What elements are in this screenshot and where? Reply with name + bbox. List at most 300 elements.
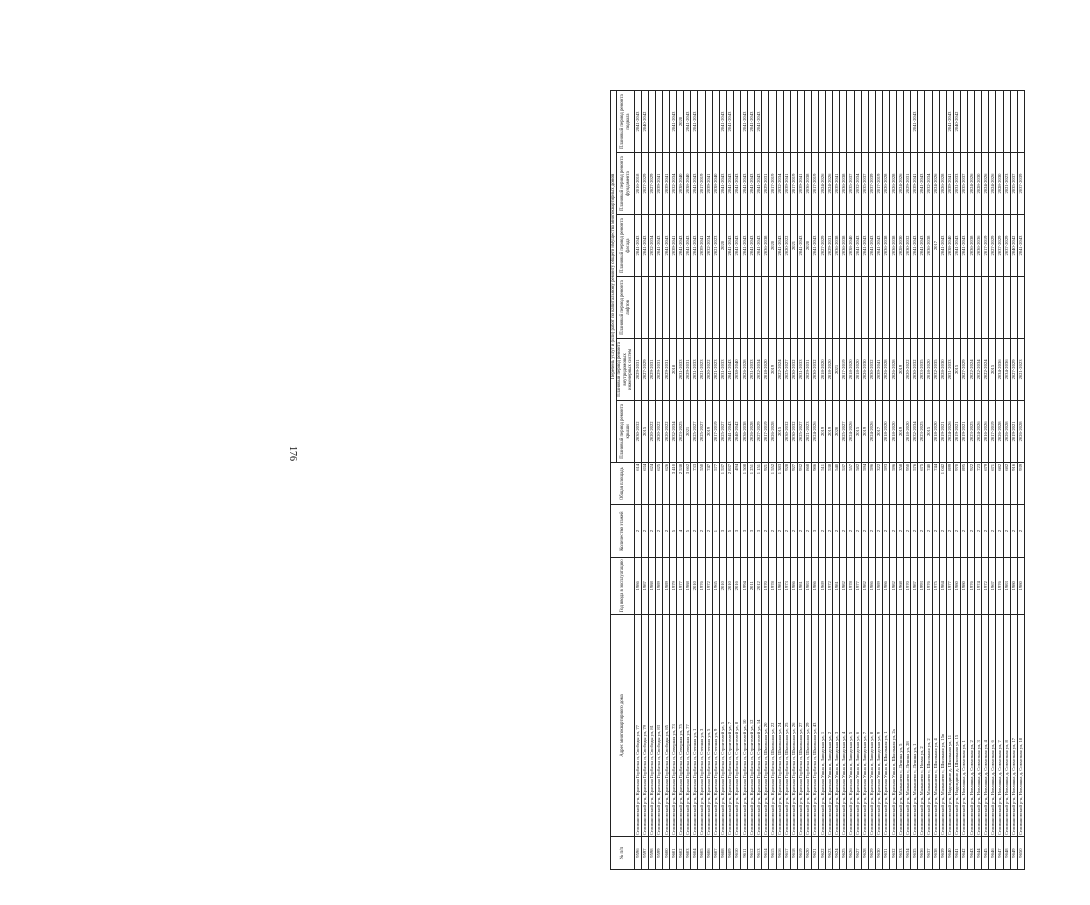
cell-no: 9612 [748, 837, 755, 870]
cell-systems: 2027-2029 [641, 338, 648, 400]
table-row [989, 91, 996, 870]
cell-address: Селивановский р-н, Малышево с, Новая ул, 2 [918, 614, 925, 836]
cell-foundation: 2038-2040 [712, 153, 719, 215]
cell-elevators [911, 277, 918, 339]
cell-foundation: 2029-2031 [762, 153, 769, 215]
cell-floors: 2 [911, 505, 918, 557]
cell-facade: 2041-2043 [797, 215, 804, 277]
table-row [741, 91, 748, 870]
cell-area: 494 [733, 462, 740, 505]
header-foundation: Плановый период ремонта фундамента [617, 153, 634, 215]
cell-year: 2010 [726, 557, 733, 614]
cell-basement: 2020 [677, 91, 684, 153]
cell-year: 1965 [712, 557, 719, 614]
cell-elevators [833, 277, 840, 339]
cell-address: Селивановский р-н, Новлянка д, Совхозная ул, 7 [996, 614, 1003, 836]
cell-year: 1979 [670, 557, 677, 614]
cell-foundation: 2038-2040 [684, 153, 691, 215]
table-row [670, 91, 677, 870]
cell-basement: 2041-2043 [634, 91, 641, 153]
cell-floors: 2 [946, 505, 953, 557]
cell-foundation: 2041-2043 [741, 153, 748, 215]
cell-foundation: 2041-2043 [733, 153, 740, 215]
cell-elevators [712, 277, 719, 339]
cell-floors: 2 [897, 505, 904, 557]
header-no: № п/п [611, 837, 635, 870]
cell-basement: 2041-2043 [946, 91, 953, 153]
table-row [755, 91, 762, 870]
cell-systems: 2031-2033 [797, 338, 804, 400]
cell-systems: 2033-2035 [918, 338, 925, 400]
cell-area: 921 [762, 462, 769, 505]
cell-area: 928 [783, 462, 790, 505]
cell-area: 322 [875, 462, 882, 505]
cell-basement [712, 91, 719, 153]
table-row [719, 91, 726, 870]
cell-year: 1976 [996, 557, 1003, 614]
cell-basement [904, 91, 911, 153]
cell-address: Селивановский р-н, Новлянка д, Совхозная ул, 8 [1003, 614, 1010, 836]
cell-address: Селивановский р-н, Красная Горбатка п, Строителей ул, 12 [748, 614, 755, 836]
cell-address: Селивановский р-н, Красная Горбатка п, Школьная ул, 26 [790, 614, 797, 836]
cell-area: 550 [698, 462, 705, 505]
cell-year: 1989 [663, 557, 670, 614]
cell-systems: 2021-2023 [712, 338, 719, 400]
cell-facade: 2028-2030 [897, 215, 904, 277]
cell-systems: 2031-2033 [719, 338, 726, 400]
table-row [982, 91, 989, 870]
cell-systems: 2018-2020 [925, 338, 932, 400]
cell-no: 9643 [968, 837, 975, 870]
cell-foundation: 2017-2019 [769, 153, 776, 215]
cell-roof: 2019 [897, 400, 904, 462]
table-row [946, 91, 953, 870]
cell-basement: 2041-2043 [691, 91, 698, 153]
cell-foundation: 2021-2023 [1003, 153, 1010, 215]
cell-roof: 2026-2028 [748, 400, 755, 462]
table-row [634, 91, 641, 870]
cell-systems: 2030-2032 [811, 338, 818, 400]
table-row [868, 91, 875, 870]
cell-facade: 2030-2032 [904, 215, 911, 277]
cell-basement [968, 91, 975, 153]
cell-no: 9629 [868, 837, 875, 870]
cell-facade: 2041-2043 [726, 215, 733, 277]
cell-systems: 2031-2033 [691, 338, 698, 400]
cell-systems: 2018-2020 [819, 338, 826, 400]
cell-facade: 2041-2043 [939, 215, 946, 277]
cell-area: 624 [648, 462, 655, 505]
cell-foundation: 2041-2043 [748, 153, 755, 215]
cell-floors: 2 [882, 505, 889, 557]
cell-address: Селивановский р-н, Красная Горбатка п, Школьная ул, 20 [762, 614, 769, 836]
cell-year: 1988 [684, 557, 691, 614]
cell-systems: 2034-2036 [996, 338, 1003, 400]
cell-roof: 2015 [641, 400, 648, 462]
cell-address: Селивановский р-н, Красная Горбатка п, Свободы ул, 77 [634, 614, 641, 836]
cell-foundation: 2037-2039 [868, 153, 875, 215]
cell-systems: 2021 [833, 338, 840, 400]
cell-basement: 2041-2043 [719, 91, 726, 153]
cell-area: 1 383 [776, 462, 783, 505]
cell-no: 9598 [648, 837, 655, 870]
cell-elevators [648, 277, 655, 339]
cell-no: 9603 [684, 837, 691, 870]
cell-facade: 2041-2043 [1017, 215, 1024, 277]
cell-systems: 2030-2032 [911, 338, 918, 400]
cell-no: 9637 [925, 837, 932, 870]
cell-no: 9618 [790, 837, 797, 870]
cell-facade: 2041-2043 [741, 215, 748, 277]
cell-area: 916 [1010, 462, 1017, 505]
cell-address: Селивановский р-н, Малышево с, Ленина ул, 28 [904, 614, 911, 836]
cell-basement [663, 91, 670, 153]
cell-elevators [826, 277, 833, 339]
cell-no: 9625 [840, 837, 847, 870]
cell-facade: 2021 [790, 215, 797, 277]
cell-elevators [719, 277, 726, 339]
cell-year: 1968 [897, 557, 904, 614]
cell-facade: 2036-2036 [975, 215, 982, 277]
cell-year: 1984 [939, 557, 946, 614]
cell-no: 9646 [989, 837, 996, 870]
cell-elevators [811, 277, 818, 339]
cell-elevators [989, 277, 996, 339]
cell-floors: 1 [712, 505, 719, 557]
cell-foundation: 2028-2030 [975, 153, 982, 215]
cell-no: 9624 [833, 837, 840, 870]
cell-elevators [776, 277, 783, 339]
table-row [698, 91, 705, 870]
cell-year: 1986 [868, 557, 875, 614]
cell-area: 723 [975, 462, 982, 505]
cell-address: Селивановский р-н, Малышево с, Школьная ул, 2 [925, 614, 932, 836]
table-row [975, 91, 982, 870]
cell-area: 740 [925, 462, 932, 505]
cell-no: 9623 [826, 837, 833, 870]
cell-year: 1980 [1017, 557, 1024, 614]
cell-foundation: 2024-2026 [826, 153, 833, 215]
cell-facade: 2017-2019 [982, 215, 989, 277]
cell-elevators [875, 277, 882, 339]
cell-basement [890, 91, 897, 153]
cell-basement [769, 91, 776, 153]
table-row [776, 91, 783, 870]
cell-basement [648, 91, 655, 153]
cell-foundation: 2041-2043 [755, 153, 762, 215]
cell-roof: 2025-2027 [797, 400, 804, 462]
table-row [1003, 91, 1010, 870]
cell-facade: 2041-2043 [953, 215, 960, 277]
cell-facade: 2032-2034 [648, 215, 655, 277]
cell-year: 1994 [741, 557, 748, 614]
cell-facade: 2036-2038 [925, 215, 932, 277]
cell-facade: 2036-2038 [833, 215, 840, 277]
cell-systems: 2034-2036 [1003, 338, 1010, 400]
cell-no: 9615 [769, 837, 776, 870]
table-row [733, 91, 740, 870]
cell-systems: 2017-2019 [840, 338, 847, 400]
cell-elevators [797, 277, 804, 339]
cell-foundation: 2017-2019 [698, 153, 705, 215]
cell-floors: 2 [705, 505, 712, 557]
cell-floors: 2 [982, 505, 989, 557]
cell-basement [847, 91, 854, 153]
table-row [875, 91, 882, 870]
cell-facade: 2041-2043 [655, 215, 662, 277]
cell-facade: 2037-2029 [996, 215, 1003, 277]
cell-systems: 2038-2040 [733, 338, 740, 400]
cell-roof: 2030-2032 [634, 400, 641, 462]
cell-roof: 2019 [819, 400, 826, 462]
cell-roof: 2027-2029 [755, 400, 762, 462]
cell-elevators [996, 277, 1003, 339]
cell-facade: 2041-2043 [677, 215, 684, 277]
cell-systems: 2027-2029 [960, 338, 967, 400]
cell-elevators [804, 277, 811, 339]
page-number: 176 [287, 446, 298, 461]
cell-area: 614 [634, 462, 641, 505]
cell-area: 679 [982, 462, 989, 505]
cell-foundation: 2032-2034 [670, 153, 677, 215]
cell-no: 9600 [663, 837, 670, 870]
cell-address: Селивановский р-н, Красная Горбатка п, Свободы ул, 85 [663, 614, 670, 836]
cell-roof: 2015 [776, 400, 783, 462]
cell-year: 1977 [854, 557, 861, 614]
cell-area: 733 [691, 462, 698, 505]
cell-systems: 2022-2024 [982, 338, 989, 400]
cell-facade: 2036-2038 [840, 215, 847, 277]
cell-address: Селивановский р-н, Новлянка д, Совхозная ул, 4 [982, 614, 989, 836]
cell-foundation: 2035-2037 [960, 153, 967, 215]
cell-facade: 2041-2043 [875, 215, 882, 277]
cell-no: 9607 [712, 837, 719, 870]
table-row [854, 91, 861, 870]
cell-basement: 2040-2042 [641, 91, 648, 153]
cell-address: Селивановский р-н, Малышево с, Школьная ул, 15в [939, 614, 946, 836]
cell-floors: 2 [840, 505, 847, 557]
cell-foundation: 2035-2037 [1010, 153, 1017, 215]
cell-elevators [783, 277, 790, 339]
cell-floors: 2 [790, 505, 797, 557]
cell-facade: 2041-2043 [641, 215, 648, 277]
cell-address: Селивановский р-н, Красная Ушна п, Заводская ул, 8 [868, 614, 875, 836]
cell-year: 1982 [861, 557, 868, 614]
cell-no: 9596 [634, 837, 641, 870]
cell-elevators [762, 277, 769, 339]
cell-area: 634 [641, 462, 648, 505]
cell-systems: 2029-2031 [684, 338, 691, 400]
cell-basement [698, 91, 705, 153]
cell-foundation: 2041-2043 [691, 153, 698, 215]
cell-systems: 2018-2020 [762, 338, 769, 400]
table-row [918, 91, 925, 870]
cell-area: 1 151 [755, 462, 762, 505]
cell-floors: 2 [1017, 505, 1024, 557]
cell-address: Селивановский р-н, Красная Горбатка п, Школьная ул, 29 [804, 614, 811, 836]
cell-floors: 2 [783, 505, 790, 557]
table-row [847, 91, 854, 870]
cell-area: 537 [840, 462, 847, 505]
cell-year: 1986 [811, 557, 818, 614]
cell-systems: 2015 [953, 338, 960, 400]
cell-no: 9606 [705, 837, 712, 870]
cell-basement [833, 91, 840, 153]
table-row [748, 91, 755, 870]
cell-floors: 5 [670, 505, 677, 557]
cell-address: Селивановский р-н, Красная Горбатка п, Строителей ул, 5 [719, 614, 726, 836]
cell-foundation: 2024-2026 [897, 153, 904, 215]
cell-elevators [890, 277, 897, 339]
cell-systems: 2028-2030 [939, 338, 946, 400]
table-row [932, 91, 939, 870]
cell-area: 675 [918, 462, 925, 505]
cell-basement [975, 91, 982, 153]
cell-address: Селивановский р-н, Красная Ушна п, Заводская ул, 7 [861, 614, 868, 836]
table-row [769, 91, 776, 870]
cell-address: Селивановский р-н, Красная Горбатка п, Степная ул, 1 [691, 614, 698, 836]
cell-area: 895 [960, 462, 967, 505]
cell-address: Селивановский р-н, Красная Горбатка п, Свободы ул, 81 [648, 614, 655, 836]
cell-address: Селивановский р-н, Красная Горбатка п, Северная ул, 75 [677, 614, 684, 836]
cell-systems: 2026-2028 [741, 338, 748, 400]
cell-facade: 2041-2043 [868, 215, 875, 277]
cell-basement [762, 91, 769, 153]
cell-no: 9649 [1010, 837, 1017, 870]
cell-foundation: 2024-2026 [989, 153, 996, 215]
cell-facade: 2029-2031 [826, 215, 833, 277]
cell-floors: 2 [904, 505, 911, 557]
cell-area: 3 662 [684, 462, 691, 505]
cell-address: Селивановский р-н, Красная Горбатка п, Строителей ул, 8 [733, 614, 740, 836]
cell-address: Селивановский р-н, Новлянка д, Совхозная ул, 6 [989, 614, 996, 836]
cell-floors: 2 [1003, 505, 1010, 557]
cell-address: Селивановский р-н, Красная Горбатка п, Степная ул, 5 [705, 614, 712, 836]
cell-elevators [677, 277, 684, 339]
cell-systems: 2018 [670, 338, 677, 400]
cell-area: 747 [705, 462, 712, 505]
cell-elevators [726, 277, 733, 339]
cell-year: 1975 [932, 557, 939, 614]
cell-basement [811, 91, 818, 153]
cell-facade: 2041-2043 [911, 215, 918, 277]
cell-facade: 2027-2029 [989, 215, 996, 277]
cell-no: 9645 [982, 837, 989, 870]
cell-basement: 2040-2042 [953, 91, 960, 153]
cell-no: 9636 [918, 837, 925, 870]
cell-basement [733, 91, 740, 153]
table-row [897, 91, 904, 870]
cell-no: 9628 [861, 837, 868, 870]
cell-year: 1986 [882, 557, 889, 614]
cell-systems: 2018-2020 [854, 338, 861, 400]
cell-basement [790, 91, 797, 153]
table-row [861, 91, 868, 870]
cell-systems: 2031-2033 [748, 338, 755, 400]
cell-year: 1972 [705, 557, 712, 614]
cell-no: 9609 [726, 837, 733, 870]
cell-foundation: 2027-2029 [641, 153, 648, 215]
cell-facade: 2041-2043 [691, 215, 698, 277]
cell-year: 1987 [911, 557, 918, 614]
cell-roof: 2017-2019 [712, 400, 719, 462]
cell-roof: 2019-2021 [939, 400, 946, 462]
cell-address: Селивановский р-н, Надеждино д, Школьная ул, 11 [946, 614, 953, 836]
cell-elevators [882, 277, 889, 339]
table-row [811, 91, 818, 870]
cell-foundation: 2039-2041 [783, 153, 790, 215]
cell-address: Селивановский р-н, Красная Горбатка п, Строителей ул, 7 [726, 614, 733, 836]
cell-floors: 2 [968, 505, 975, 557]
cell-roof: 2020-2022 [655, 400, 662, 462]
cell-address: Селивановский р-н, Красная Горбатка п, Школьная ул, 22 [769, 614, 776, 836]
cell-elevators [741, 277, 748, 339]
cell-elevators [670, 277, 677, 339]
cell-floors: 2 [932, 505, 939, 557]
cell-year: 1983 [1003, 557, 1010, 614]
cell-year: 2010 [691, 557, 698, 614]
cell-floors: 2 [819, 505, 826, 557]
cell-area: 540 [833, 462, 840, 505]
cell-address: Селивановский р-н, Красная Горбатка п, Степная ул, 3 [698, 614, 705, 836]
cell-basement: 2041-2043 [755, 91, 762, 153]
cell-systems: 2025-2027 [783, 338, 790, 400]
cell-address: Селивановский р-н, Малышево с, Ленина ул, 5 [897, 614, 904, 836]
table-row [911, 91, 918, 870]
cell-area: 932 [797, 462, 804, 505]
cell-no: 9613 [755, 837, 762, 870]
cell-floors: 2 [960, 505, 967, 557]
cell-year: 1980 [960, 557, 967, 614]
header-row-top [611, 91, 617, 870]
cell-no: 9627 [854, 837, 861, 870]
cell-roof: 2025-2027 [698, 400, 705, 462]
cell-facade: 2037-2029 [1003, 215, 1010, 277]
cell-year: 1986 [790, 557, 797, 614]
cell-no: 9616 [776, 837, 783, 870]
cell-year: 1973 [783, 557, 790, 614]
cell-basement [854, 91, 861, 153]
table-row [882, 91, 889, 870]
cell-no: 9642 [960, 837, 967, 870]
cell-address: Селивановский р-н, Красная Ушна п, Заводская ул, 9 [875, 614, 882, 836]
cell-roof: 2023-2025 [677, 400, 684, 462]
cell-foundation: 2027-2029 [648, 153, 655, 215]
cell-elevators [634, 277, 641, 339]
cell-roof: 2017-2019 [762, 400, 769, 462]
cell-systems: 2029-2031 [804, 338, 811, 400]
cell-elevators [847, 277, 854, 339]
cell-area: 986 [811, 462, 818, 505]
cell-roof: 2024-2026 [946, 400, 953, 462]
cell-floors: 2 [826, 505, 833, 557]
cell-address: Селивановский р-н, Красная Горбатка п, Северная ул, 73 [670, 614, 677, 836]
table-row [953, 91, 960, 870]
cell-elevators [748, 277, 755, 339]
cell-no: 9631 [882, 837, 889, 870]
cell-systems: 2029-2031 [663, 338, 670, 400]
cell-area: 1 251 [748, 462, 755, 505]
cell-facade: 2036-2038 [890, 215, 897, 277]
cell-area: 538 [826, 462, 833, 505]
cell-elevators [960, 277, 967, 339]
cell-area: 2 837 [726, 462, 733, 505]
cell-no: 9611 [741, 837, 748, 870]
cell-facade: 2027-2029 [819, 215, 826, 277]
cell-elevators [897, 277, 904, 339]
cell-area: 671 [989, 462, 996, 505]
cell-roof: 2015 [925, 400, 932, 462]
